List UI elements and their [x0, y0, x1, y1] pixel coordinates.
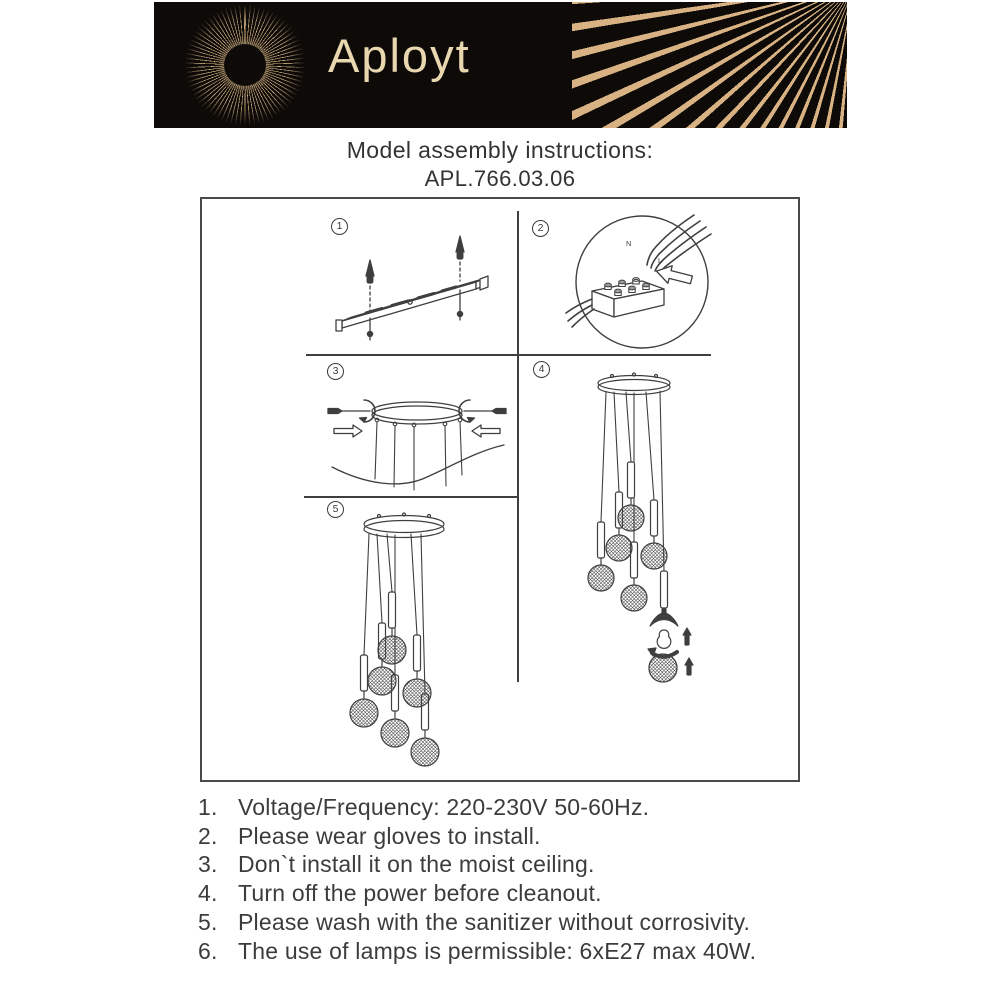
instruction-text: Please wear gloves to install. — [238, 822, 541, 849]
incoming-wires — [647, 215, 711, 273]
instruction-list — [198, 793, 878, 965]
instruction-text: Don`t install it on the moist ceiling. — [238, 851, 595, 878]
instruction-number: 3. — [198, 851, 218, 878]
corner-rays-decoration — [572, 2, 847, 128]
instruction-item — [198, 850, 878, 879]
mounting-bar — [336, 276, 488, 331]
ceiling-surface — [332, 445, 504, 484]
brand-name: Aployt — [328, 29, 471, 82]
instruction-text: Please wash with the sanitizer without corrosivity. — [238, 908, 751, 935]
canopy — [364, 513, 444, 538]
step-3-canopy-mounting-diagram — [322, 387, 512, 495]
instruction-number: 2. — [198, 822, 218, 849]
instruction-text: Voltage/Frequency: 220-230V 50-60Hz. — [238, 794, 650, 820]
hanging-cords — [375, 418, 462, 490]
step-1-mounting-bar-diagram — [330, 230, 510, 345]
instruction-item — [198, 937, 878, 966]
insert-arrow — [654, 262, 693, 288]
step-1-marker: 1 — [331, 218, 348, 235]
step-4-pendant-assembly-diagram — [524, 366, 719, 684]
step-5-marker: 5 — [327, 501, 344, 518]
side-screw-right — [459, 400, 506, 437]
instruction-number: 6. — [198, 937, 218, 964]
brand-banner — [154, 2, 847, 128]
canopy — [598, 373, 670, 395]
sunburst-core — [224, 44, 266, 86]
screw-right — [456, 236, 464, 320]
wire-label-neutral: N — [626, 239, 632, 248]
instruction-item — [198, 822, 878, 851]
instruction-item — [198, 908, 878, 937]
divider-vertical — [517, 211, 519, 682]
instruction-item — [198, 793, 878, 822]
insert-arrow-up-1 — [683, 628, 691, 645]
step-5-assembled-chandelier-diagram — [297, 504, 512, 782]
instruction-text: Turn off the power before cleanout. — [238, 880, 602, 907]
wire-label-live: L — [658, 256, 663, 265]
instruction-text: The use of lamps is permissible: 6xE27 max 40W. — [238, 937, 757, 964]
divider-horizontal-2 — [304, 496, 518, 498]
step-2-wiring-diagram — [562, 205, 727, 355]
assembly-title: Model assembly instructions: — [346, 137, 654, 163]
side-screw-left — [328, 400, 375, 437]
sunburst-logo-icon — [186, 6, 304, 124]
exploded-socket-detail — [648, 609, 693, 682]
screw-left — [366, 260, 374, 340]
instruction-item — [198, 879, 878, 908]
step-2-marker: 2 — [532, 220, 549, 237]
model-number: APL.766.03.06 — [424, 166, 576, 191]
canopy — [372, 402, 462, 424]
instruction-number: 1. — [198, 794, 218, 820]
diagram-grid — [200, 197, 800, 782]
terminal-block — [592, 278, 664, 317]
step-3-marker: 3 — [327, 363, 344, 380]
instruction-number: 5. — [198, 908, 218, 935]
insert-arrow-up-2 — [685, 658, 693, 675]
instruction-number: 4. — [198, 880, 218, 907]
step-4-marker: 4 — [533, 361, 550, 378]
